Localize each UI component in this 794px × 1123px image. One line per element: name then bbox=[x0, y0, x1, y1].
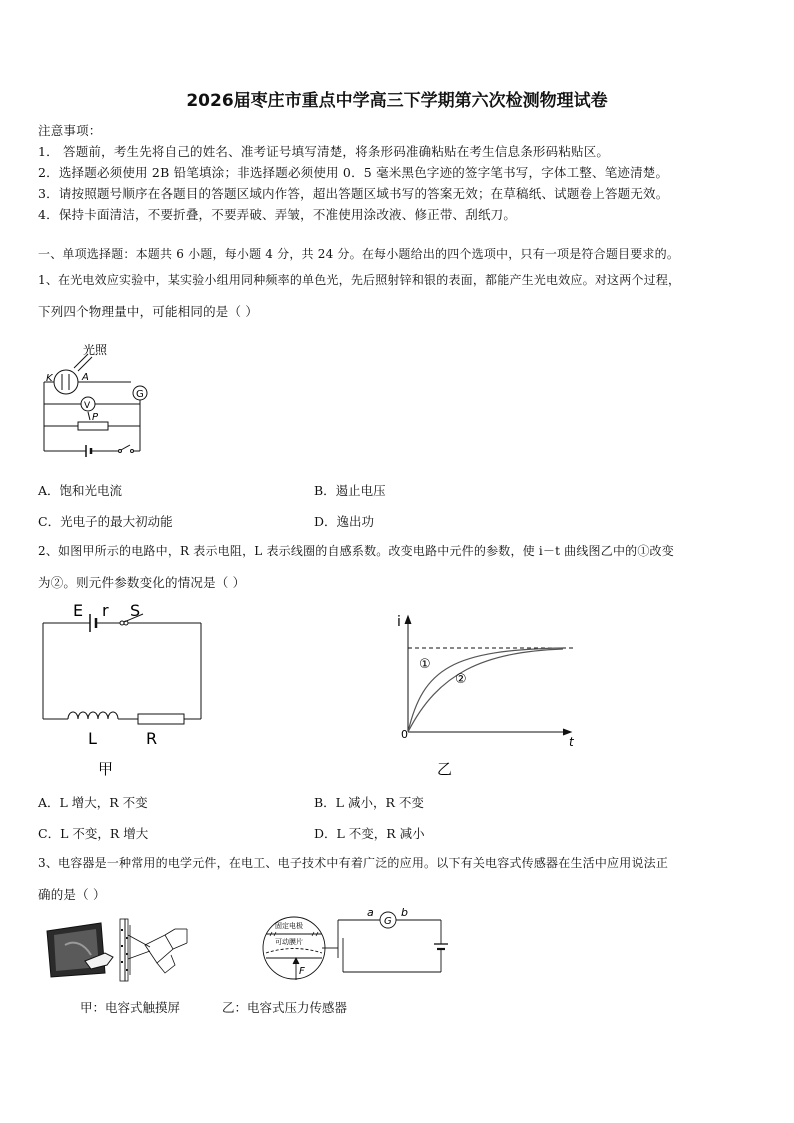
q2-i-axis-label: i bbox=[397, 614, 401, 630]
q1-a-label: A bbox=[82, 372, 89, 383]
q1-voltmeter-label: V bbox=[84, 401, 91, 411]
q1-galvanometer-label: G bbox=[136, 389, 144, 400]
q3-stem-line2: 确的是（ ） bbox=[38, 887, 106, 902]
q1-option-b: B．遏止电压 bbox=[314, 483, 386, 498]
q2-resistor-label: R bbox=[146, 729, 158, 748]
q1-light-label: 光照 bbox=[83, 343, 108, 357]
q2-switch-label: S bbox=[130, 601, 141, 620]
q1-k-label: K bbox=[46, 373, 53, 384]
q1-option-a: A．饱和光电流 bbox=[38, 483, 123, 498]
q2-option-a: A．L 增大，R 不变 bbox=[38, 795, 148, 810]
page-title: 2026届枣庄市重点中学高三下学期第六次检测物理试卷 bbox=[186, 91, 608, 111]
q1-stem-line2: 下列四个物理量中，可能相同的是（ ） bbox=[38, 304, 259, 319]
q3-caption-yi: 乙：电容式压力传感器 bbox=[222, 1000, 348, 1015]
q2-rl-circuit-figure bbox=[38, 598, 218, 778]
q1-p-label: P bbox=[92, 412, 99, 423]
q3-caption-jia: 甲：电容式触摸屏 bbox=[80, 1000, 181, 1015]
section-heading: 一、单项选择题：本题共 6 小题，每小题 4 分，共 24 分。在每小题给出的四个选项中，只有一项是符合题目要求的。 bbox=[38, 247, 680, 261]
q1-option-c: C．光电子的最大初动能 bbox=[38, 514, 173, 529]
q1-stem-line1: 1、在光电效应实验中，某实验小组用同种频率的单色光，先后照射锌和银的表面，都能产生光电效应。对这两个过程， bbox=[38, 273, 681, 287]
q2-option-b: B．L 减小，R 不变 bbox=[314, 795, 424, 810]
q2-stem-line1: 2、如图甲所示的电路中，R 表示电阻，L 表示线圈的自感系数。改变电路中元件的参数，使 i－t 曲线图乙中的①改变 bbox=[38, 544, 674, 558]
q2-curve-2-label: ② bbox=[455, 672, 467, 687]
q3-galvanometer-label: G bbox=[384, 916, 392, 927]
notice-item-4: 4．保持卡面清洁，不要折叠，不要弄破、弄皱，不准使用涂改液、修正带、刮纸刀。 bbox=[38, 207, 517, 222]
notice-heading: 注意事项： bbox=[38, 123, 102, 138]
q3-force-label: F bbox=[299, 966, 305, 977]
notice-item-1: 1． 答题前，考生先将自己的姓名、准考证号填写清楚，将条形码准确粘贴在考生信息条形码粘贴区。 bbox=[38, 144, 610, 159]
q2-stem-line2: 为②。则元件参数变化的情况是（ ） bbox=[38, 575, 246, 590]
q2-t-axis-label: t bbox=[569, 735, 574, 749]
q2-curve-1-label: ① bbox=[419, 657, 431, 672]
q2-option-d: D．L 不变，R 减小 bbox=[314, 826, 425, 841]
q3-terminal-a-label: a bbox=[367, 906, 374, 919]
q3-terminal-b-label: b bbox=[401, 906, 408, 919]
q2-option-c: C．L 不变，R 增大 bbox=[38, 826, 149, 841]
q2-it-graph-figure bbox=[393, 608, 593, 778]
q1-photoelectric-circuit-figure bbox=[38, 340, 158, 460]
notice-item-3: 3．请按照题号顺序在各题目的答题区域内作答，超出答题区域书写的答案无效；在草稿纸、试题卷上答题无效。 bbox=[38, 186, 669, 201]
q2-origin-label: 0 bbox=[401, 728, 408, 741]
q2-fig-yi-caption: 乙 bbox=[437, 760, 453, 778]
q3-touch-screen-figure bbox=[45, 915, 205, 985]
q2-fig-jia-caption: 甲 bbox=[98, 760, 114, 778]
q2-inductor-label: L bbox=[88, 729, 97, 748]
q3-pressure-sensor-figure bbox=[256, 908, 456, 988]
q3-movable-membrane-label: 可动膜片 bbox=[275, 938, 303, 946]
q3-fixed-electrode-label: 固定电极 bbox=[275, 922, 303, 930]
q2-internal-r-label: r bbox=[102, 601, 109, 620]
q1-option-d: D．逸出功 bbox=[314, 514, 375, 529]
notice-item-2: 2．选择题必须使用 2B 铅笔填涂；非选择题必须使用 0．5 毫米黑色字迹的签字笔书写，字体工整、笔迹清楚。 bbox=[38, 165, 669, 180]
q2-emf-label: E bbox=[73, 601, 84, 620]
q3-stem-line1: 3、电容器是一种常用的电学元件，在电工、电子技术中有着广泛的应用。以下有关电容式传感器在生活中应用说法正 bbox=[38, 856, 669, 870]
